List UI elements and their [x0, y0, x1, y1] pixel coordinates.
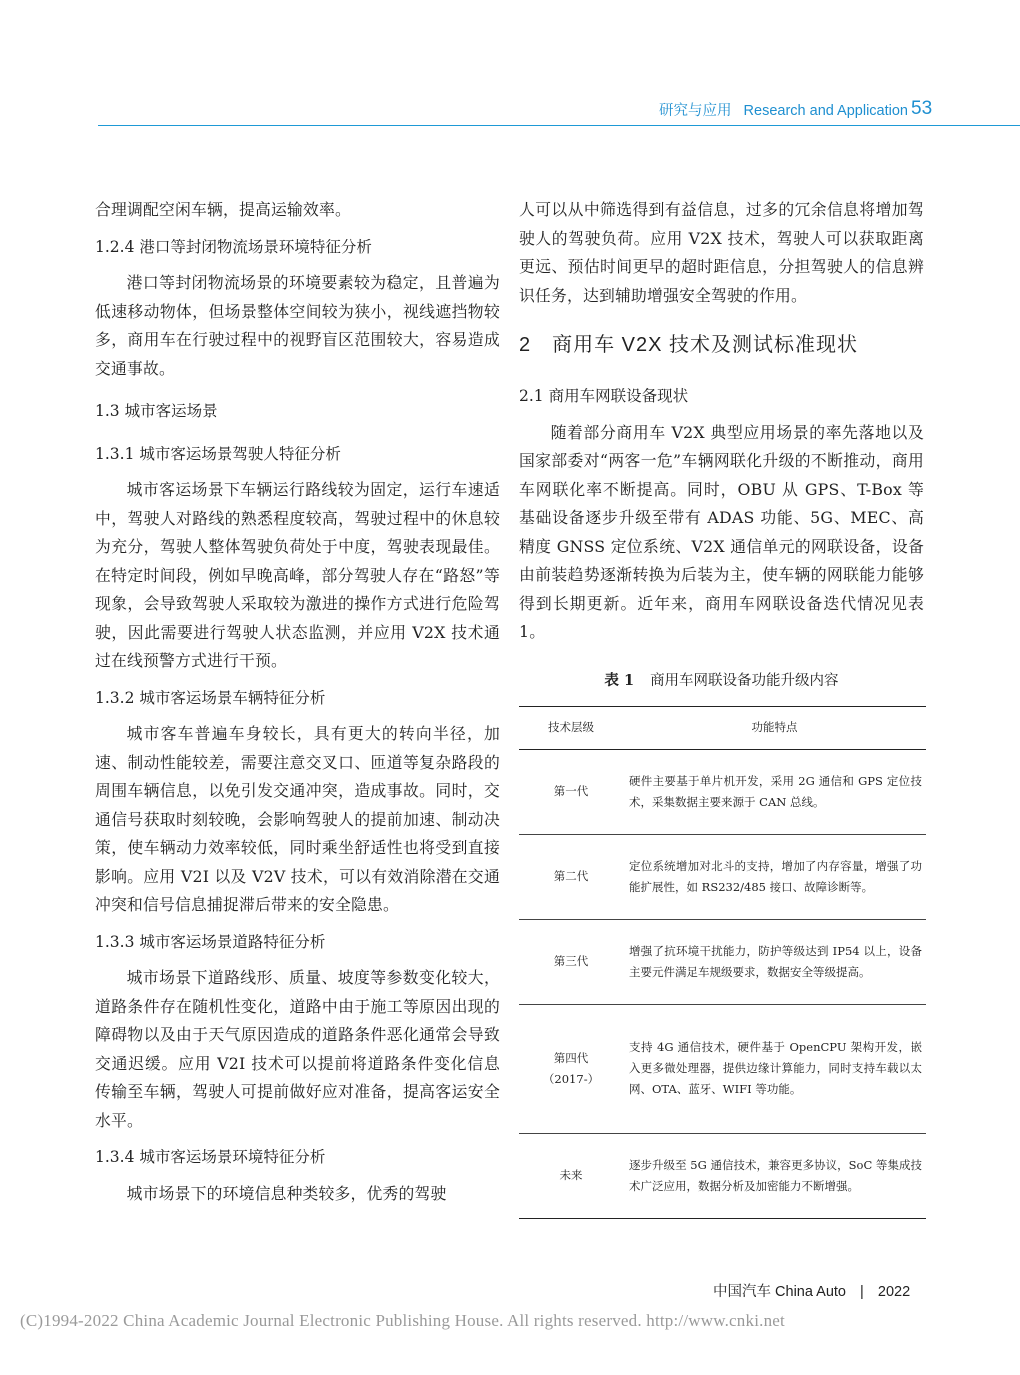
column-header-level: 技术层级 — [519, 706, 623, 749]
copyright-notice: (C)1994-2022 China Academic Journal Electronic Publishing House. All rights reserved. http://www.cnki.net — [20, 1311, 785, 1330]
generation-cell — [519, 919, 623, 1004]
table-header-row — [519, 706, 926, 749]
generation-cell — [519, 834, 623, 919]
heading-1-2-4: 1.2.4 港口等封闭物流场景环境特征分析 — [95, 237, 372, 256]
running-footer — [713, 1280, 910, 1301]
header-rule — [98, 125, 1020, 126]
feature-cell: 支持 4G 通信技术，硬件基于 OpenCPU 架构开发，嵌入更多微处理器，提供边缘计算能力，同时支持车载以太网、OTA、蓝牙、WIFI 等功能。 — [623, 1004, 926, 1133]
footer-divider: | — [860, 1284, 864, 1300]
generation-label: 第四代 — [553, 1050, 589, 1065]
generation-year: （2017-） — [542, 1071, 600, 1086]
generation-cell — [519, 749, 623, 834]
table-row — [519, 834, 926, 919]
heading-2-1: 2.1 商用车网联设备现状 — [519, 387, 689, 405]
paragraph: 城市客车普遍车身较长，具有更大的转向半径，加速、制动性能较差，需要注意交叉口、匝道等复杂路段的周围车辆信息，以免引发交通冲突，造成事故。同时，交通信号获取时刻较晚，会影响驾驶人的提前加速、制动决策，使车辆动力效率较低，同时乘坐舒适性也将受到直接影响。应用 V2I 以及 V2V 技术，可以有效消除潜在交通冲突和信号信息捕捉滞后带来的安全隐患。 — [95, 724, 500, 914]
right-column — [519, 196, 924, 1219]
running-header — [659, 99, 908, 120]
footer-journal: 中国汽车 China Auto — [713, 1284, 846, 1300]
footer-year: 2022 — [877, 1284, 911, 1300]
paragraph: 城市场景下的环境信息种类较多，优秀的驾驶 — [126, 1183, 447, 1203]
paragraph: 港口等封闭物流场景的环境要素较为稳定，且普遍为低速移动物体，但场景整体空间较为狭小，视线遮挡物较多，商用车在行驶过程中的视野盲区范围较大，容易造成交通事故。 — [95, 273, 500, 378]
heading-1-3-2: 1.3.2 城市客运场景车辆特征分析 — [95, 688, 326, 707]
page-number: 53 — [911, 98, 933, 119]
heading-1-3-4: 1.3.4 城市客运场景环境特征分析 — [95, 1148, 326, 1166]
paragraph: 人可以从中筛选得到有益信息，过多的冗余信息将增加驾驶人的驾驶负荷。应用 V2X 技术，驾驶人可以获取距离更远、预估时间更早的超时距信息，分担驾驶人的信息辨识任务，达到辅助增强安全驾驶的作用。 — [519, 200, 924, 305]
table-row — [519, 919, 926, 1004]
generation-cell — [519, 1004, 623, 1133]
header-section-en: Research and Application — [743, 103, 908, 119]
feature-cell: 定位系统增加对北斗的支持，增加了内存容量，增强了功能扩展性，如 RS232/485 接口、故障诊断等。 — [623, 834, 926, 919]
feature-cell: 硬件主要基于单片机开发，采用 2G 通信和 GPS 定位技术，采集数据主要来源于 CAN 总线。 — [623, 749, 926, 834]
table-row — [519, 1133, 926, 1218]
table-row — [519, 749, 926, 834]
generation-cell — [519, 1133, 623, 1218]
generation-label: 未来 — [559, 1168, 583, 1182]
generation-label: 第一代 — [553, 784, 589, 798]
paragraph: 城市客运场景下车辆运行路线较为固定，运行车速适中，驾驶人对路线的熟悉程度较高，驾驶过程中的休息较为充分，驾驶人整体驾驶负荷处于中度，驾驶表现最佳。在特定时间段，例如早晚高峰，部分驾驶人存在“路怒”等现象，会导致驾驶人采取较为激进的操作方式进行危险驾驶，因此需要进行驾驶人状态监测，并应用 V2X 技术通过在线预警方式进行干预。 — [95, 480, 500, 670]
heading-1-3-3: 1.3.3 城市客运场景道路特征分析 — [95, 932, 326, 951]
table-number: 表 1 — [604, 671, 635, 689]
table-caption — [519, 669, 924, 690]
header-section-cn: 研究与应用 — [659, 103, 732, 119]
generation-label: 第三代 — [553, 954, 589, 968]
column-header-features: 功能特点 — [623, 706, 926, 749]
generation-label: 第二代 — [553, 869, 589, 883]
heading-2: 2 商用车 V2X 技术及测试标准现状 — [519, 334, 859, 356]
table-row — [519, 1004, 926, 1133]
device-upgrade-table — [519, 706, 926, 1219]
feature-cell: 逐步升级至 5G 通信技术，兼容更多协议，SoC 等集成技术广泛应用，数据分析及加密能力不断增强。 — [623, 1133, 926, 1218]
left-column — [95, 196, 500, 1208]
heading-1-3-1: 1.3.1 城市客运场景驾驶人特征分析 — [95, 444, 341, 463]
table-title: 商用车网联设备功能升级内容 — [650, 672, 839, 689]
paragraph: 城市场景下道路线形、质量、坡度等参数变化较大，道路条件存在随机性变化，道路中由于施工等原因出现的障碍物以及由于天气原因造成的道路条件恶化通常会导致交通迟缓。应用 V2I 技术可以提前将道路条件变化信息传输至车辆，驾驶人可提前做好应对准备，提高客运安全水平。 — [95, 968, 500, 1130]
feature-cell: 增强了抗环境干扰能力，防护等级达到 IP54 以上，设备主要元件满足车规级要求，数据安全等级提高。 — [623, 919, 926, 1004]
paragraph: 随着部分商用车 V2X 典型应用场景的率先落地以及国家部委对“两客一危”车辆网联化升级的不断推动，商用车网联化率不断提高。同时，OBU 从 GPS、T-Box 等基础设备逐步升级至带有 ADAS 功能、5G、MEC、高精度 GNSS 定位系统、V2X 通信单元的网联设备，设备由前装趋势逐渐转换为后装为主，使车辆的网联能力能够得到长期更新。近年来，商用车网联设备迭代情况见表 1。 — [519, 422, 924, 641]
paragraph: 合理调配空闲车辆，提高运输效率。 — [95, 200, 351, 219]
heading-1-3: 1.3 城市客运场景 — [95, 402, 218, 420]
